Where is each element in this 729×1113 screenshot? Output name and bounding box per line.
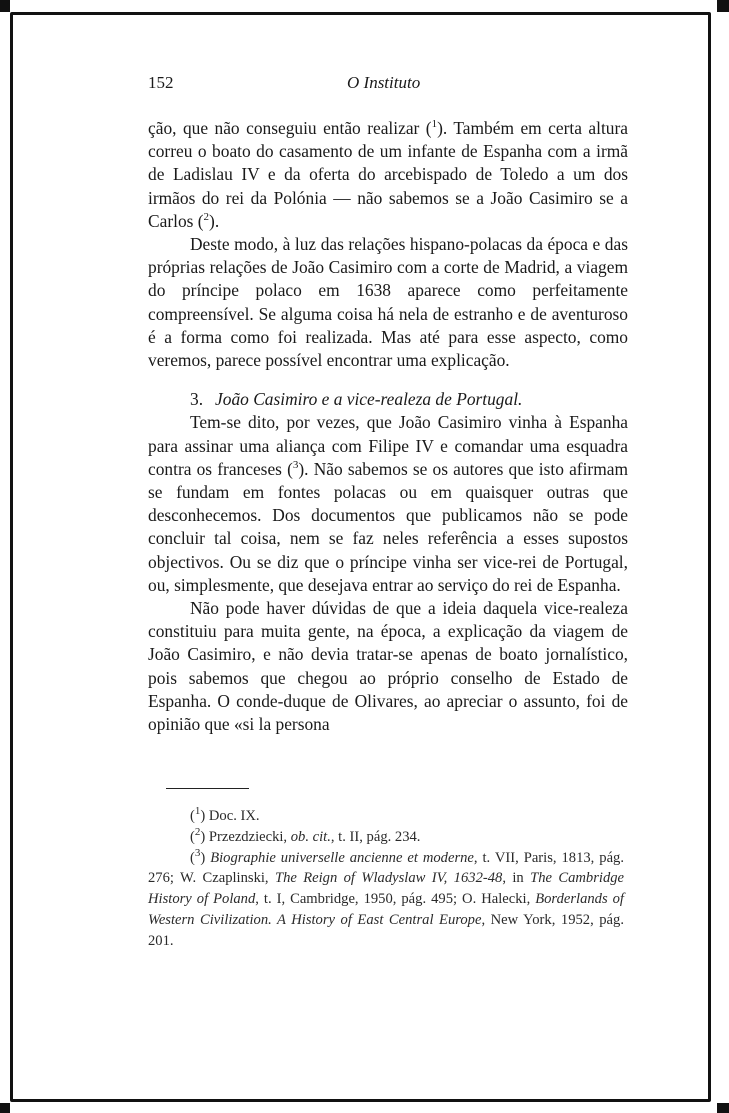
footnote-2	[148, 827, 624, 848]
italic-title: The Cambridge History of Poland	[148, 870, 625, 908]
text-run: )	[200, 849, 211, 866]
text-run: (	[190, 828, 195, 845]
corner-mark-top-left	[0, 0, 10, 12]
corner-mark-bottom-left	[0, 1103, 10, 1113]
text-run: Não pode haver dúvidas de que a ideia daquela vice-realeza constituiu para muita gente, na época, a explicação da viagem de João Casimiro, e não devia tratar-se apenas de boato jornalístico, pois sabemos que chegou ao próprio conselho de Estado de Espanha. O conde-duque de Olivares, ao apreciar o assunto, foi de opinião que «si la persona	[148, 598, 628, 735]
text-run: Tem-se dito, por vezes, que João Casimiro vinha à Espanha para assinar uma aliança com Filipe IV e comandar uma esquadra contra os franceses (	[148, 412, 628, 479]
footnote-1	[148, 806, 624, 827]
running-title: O Instituto	[347, 73, 421, 92]
corner-mark-bottom-right	[717, 1103, 729, 1113]
italic-title: Borderlands of Western Civilization. A History of East Central Europe	[148, 891, 624, 928]
paragraph	[148, 597, 628, 736]
text-run: (	[190, 808, 195, 824]
footnote-marker: 1	[194, 805, 201, 818]
text-run: , t. II, pág. 234.	[330, 828, 421, 845]
corner-mark-top-right	[717, 0, 729, 12]
page-number: 152	[148, 73, 174, 92]
text-run: ) Przezdziecki,	[200, 828, 291, 845]
text-run: Deste modo, à luz das relações hispano-polacas da época e das próprias relações de João Casimiro com a corte de Madrid, a viagem do príncipe polaco em 1638 aparece como perfeitamente compreensível. Se alguma coisa há nela de estranho e de aventuroso é a forma como foi realizada. Mas até para esse aspecto, como veremos, parece possível encontrar uma explicação.	[148, 234, 628, 371]
text-run: ). Não sabemos se os autores que isto afirmam se fundam em fontes polacas ou em quaisquer outras que desconhecemos. Dos documentos que publicamos não se pode concluir tal coisa, nem se faz neles referência a esses supostos objectivos. Ou se diz que o príncipe vinha ser vice-rei de Portugal, ou, simplesmente, que desejava entrar ao serviço do rei de Espanha.	[148, 458, 628, 595]
text-run: , t. VII, Paris, 1813, pág. 276; W. Czaplinski,	[148, 849, 624, 887]
paragraph	[148, 233, 628, 372]
footnotes	[148, 806, 624, 952]
text-run: , New York, 1952, pág. 201.	[148, 911, 624, 949]
text-run: ). Também em certa altura correu o boato do casamento de um infante de Espanha com a irmã de Ladislau IV e da oferta do arcebispado de Toledo a um dos irmãos do rei da Polónia — não sabemos se a João Casimiro se a Carlos (	[148, 118, 628, 231]
footnote-divider	[166, 788, 249, 789]
section-title: João Casimiro e a vice-realeza de Portugal.	[215, 389, 523, 410]
footnote-marker: 3	[292, 459, 299, 472]
text-run: (	[190, 849, 195, 866]
text-run: ) Doc. IX.	[200, 808, 260, 824]
footnote-marker: 3	[194, 846, 201, 859]
footnote-marker: 2	[194, 825, 201, 838]
italic-title: ob. cit.	[290, 828, 331, 845]
paragraph	[148, 117, 628, 233]
paragraph	[148, 411, 628, 597]
section-heading	[148, 388, 628, 411]
text-run: , in	[502, 870, 531, 887]
footnote-3	[148, 848, 624, 952]
text-run: ção, que não conseguiu então realizar (	[148, 118, 432, 138]
text-run: ).	[209, 210, 220, 231]
italic-title: The Reign of Wladyslaw IV, 1632-48	[274, 870, 503, 887]
body-text	[148, 117, 628, 736]
footnote-marker: 1	[431, 118, 438, 131]
text-run: , t. I, Cambridge, 1950, pág. 495; O. Halecki,	[255, 891, 536, 908]
footnote-marker: 2	[203, 211, 210, 224]
page-header	[148, 73, 628, 97]
section-number: 3.	[190, 389, 204, 410]
italic-title: Biographie universelle ancienne et moderne	[210, 849, 474, 866]
